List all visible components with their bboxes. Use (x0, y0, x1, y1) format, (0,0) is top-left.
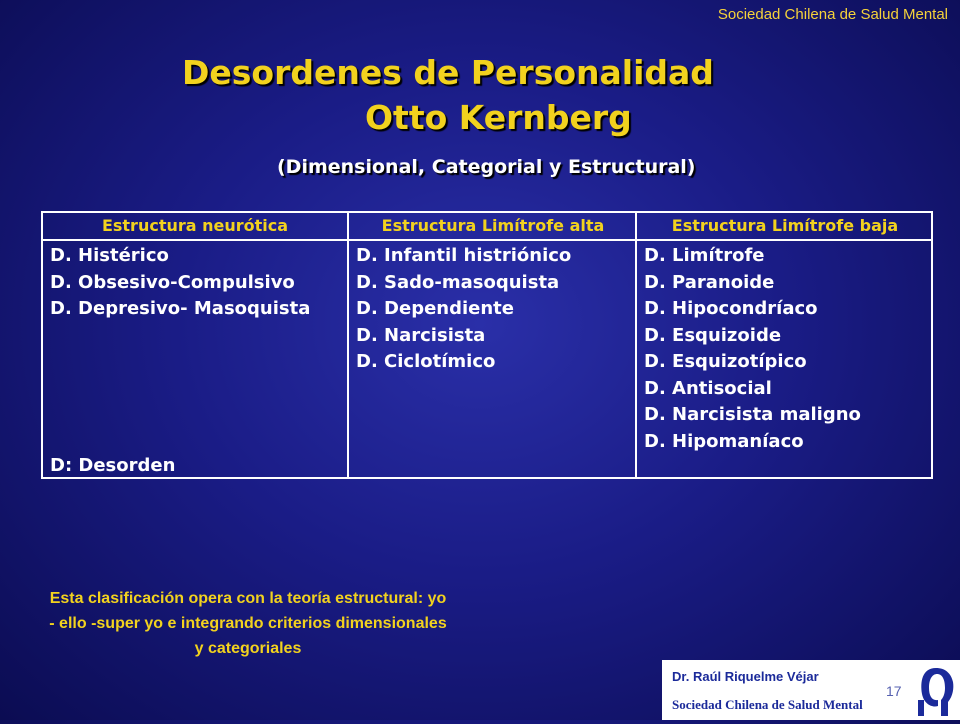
table-item: D. Esquizoide (644, 324, 782, 346)
table-item: D. Hipomaníaco (644, 430, 804, 452)
table-item: D. Obsesivo-Compulsivo (50, 271, 295, 293)
footer-box (662, 660, 914, 720)
table-item: D. Sado-masoquista (356, 271, 560, 293)
column-borderline-low (635, 213, 933, 477)
header-organization: Sociedad Chilena de Salud Mental (717, 6, 948, 23)
slide-title: Desordenes de Personalidad (182, 53, 714, 92)
footer-organization: Sociedad Chilena de Salud Mental (672, 697, 863, 712)
column-header: Estructura neurótica (43, 213, 347, 241)
column-borderline-high (347, 213, 637, 477)
page-number: 17 (886, 683, 902, 699)
slide-title-author: Otto Kernberg (365, 98, 632, 137)
table-item: D. Infantil histriónico (356, 245, 572, 266)
table-item: D. Narcisista maligno (644, 404, 861, 425)
slide-subtitle: (Dimensional, Categorial y Estructural) (277, 156, 696, 178)
table-item: D. Ciclotímico (356, 351, 496, 372)
classification-table (41, 211, 933, 479)
table-item: D. Limítrofe (644, 245, 765, 266)
table-item: D. Hipocondríaco (644, 298, 818, 319)
footer-author: Dr. Raúl Riquelme Véjar (672, 669, 819, 684)
table-item: D. Narcisista (356, 324, 486, 346)
table-item: D. Antisocial (644, 377, 772, 399)
column-neurotic (43, 213, 347, 477)
table-item: D. Histérico (50, 245, 169, 266)
table-item: D. Paranoide (644, 271, 775, 293)
table-item-footnote: D: Desorden (50, 455, 176, 476)
column-header: Estructura Limítrofe baja (637, 213, 933, 241)
table-item: D. Dependiente (356, 298, 514, 319)
explanatory-note: Esta clasificación opera con la teoría estructural: yo - ello -super yo e integrando criterios dimensionales y categoriales (49, 590, 447, 657)
table-item: D. Esquizotípico (644, 351, 807, 372)
table-item: D. Depresivo- Masoquista (50, 298, 311, 319)
column-header: Estructura Limítrofe alta (349, 213, 637, 241)
society-logo-icon (914, 660, 960, 720)
